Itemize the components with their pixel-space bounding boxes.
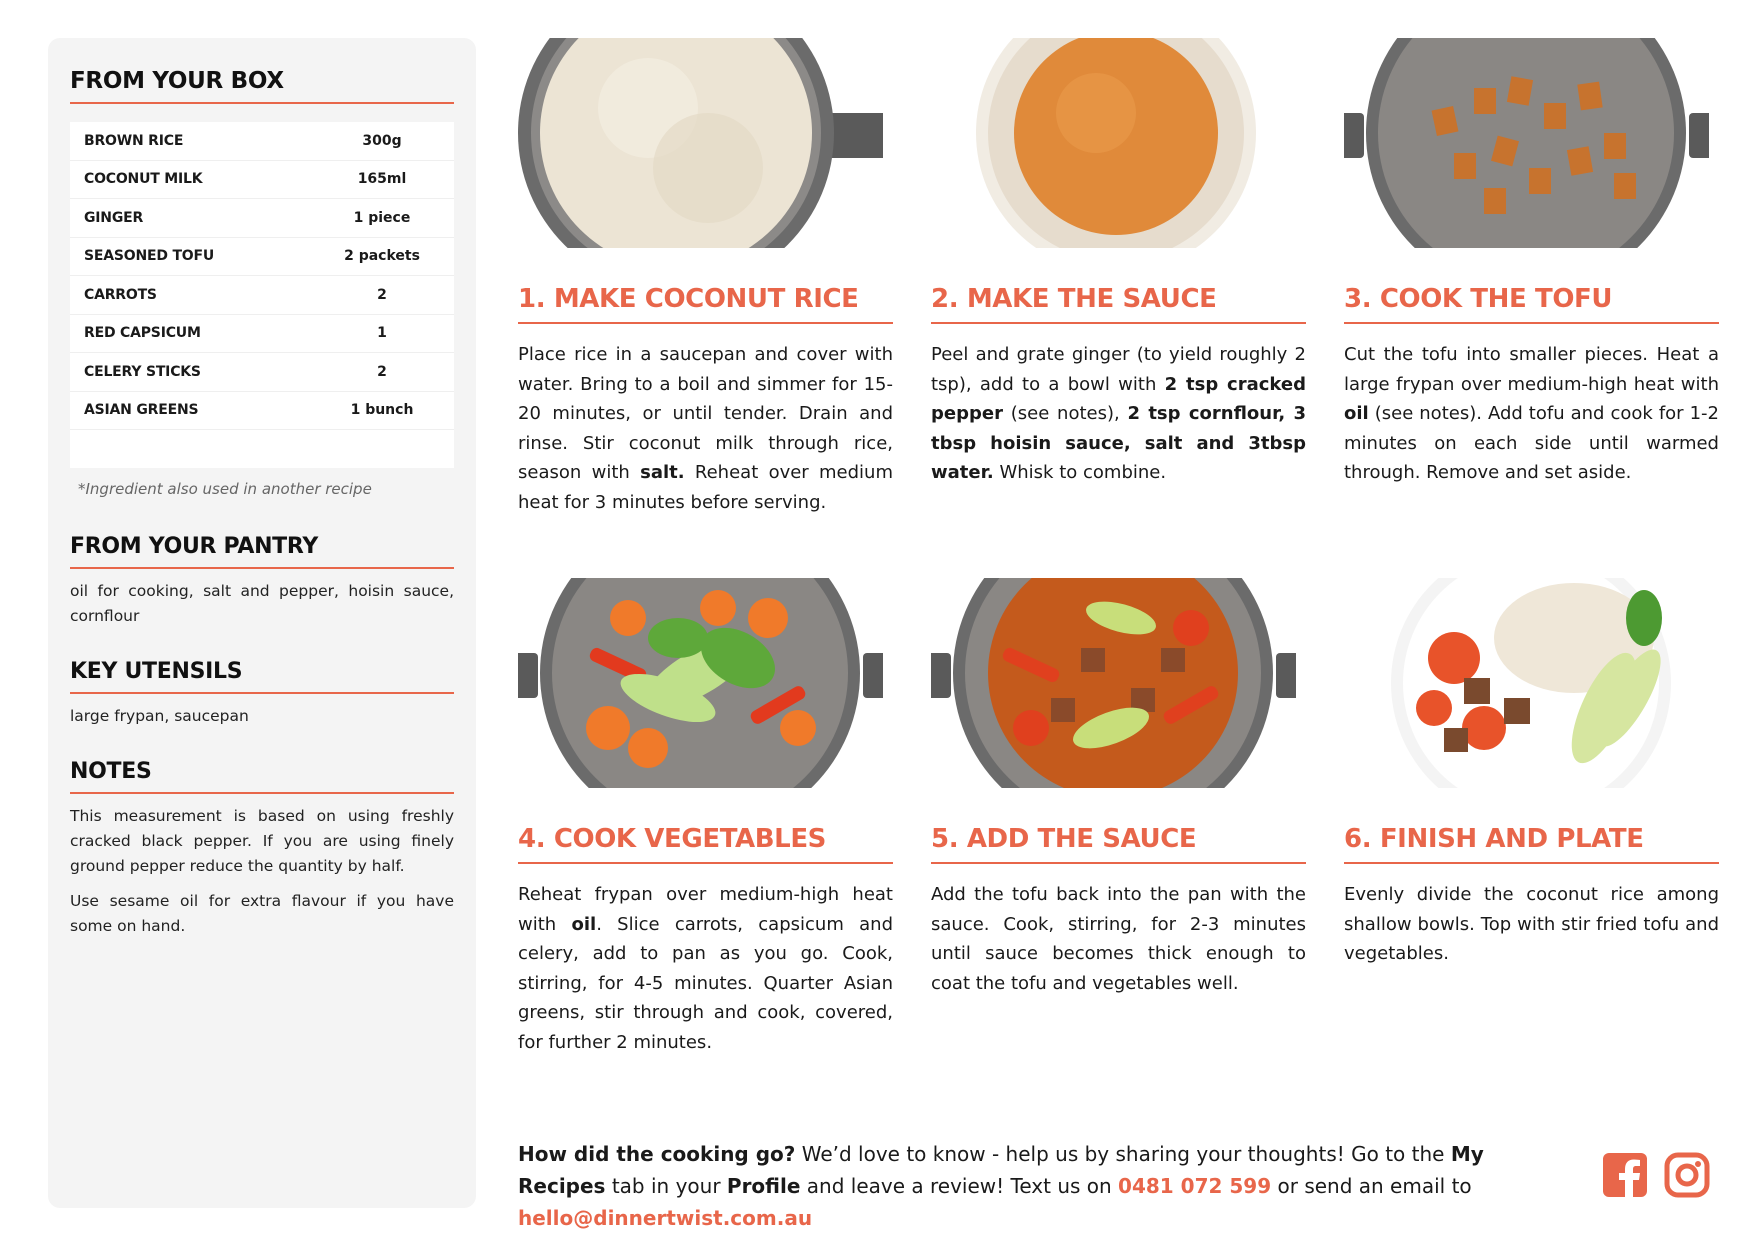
utensils-text: large frypan, saucepan bbox=[70, 707, 249, 725]
utensils-heading: KEY UTENSILS bbox=[70, 659, 454, 694]
note-paragraph: Use sesame oil for extra flavour if you have some on hand. bbox=[70, 892, 454, 935]
ingredient-qty: 2 bbox=[377, 363, 387, 380]
pantry-section bbox=[70, 534, 454, 629]
ingredient-name: BROWN RICE bbox=[84, 132, 184, 149]
ingredient-name: SEASONED TOFU bbox=[84, 248, 215, 265]
step-1-title: 1. MAKE COCONUT RICE bbox=[518, 284, 893, 324]
pantry-text: oil for cooking, salt and pepper, hoisin sauce, cornflour bbox=[70, 582, 454, 625]
social-links bbox=[1602, 1152, 1710, 1198]
instagram-icon[interactable] bbox=[1664, 1152, 1710, 1198]
ingredient-row bbox=[70, 199, 454, 238]
facebook-icon[interactable] bbox=[1602, 1152, 1648, 1198]
step-6 bbox=[1344, 578, 1719, 969]
ingredient-name: RED CAPSICUM bbox=[84, 325, 201, 342]
step-4-text: Reheat frypan over medium-high heat with oil. Slice carrots, capsicum and celery, add to pan as you go. Cook, stirring, for 4-5 minutes. Quarter Asian greens, stir through and cook, covered, for further 2 minutes. bbox=[518, 884, 893, 1053]
ingredient-row bbox=[70, 122, 454, 161]
step-3-title: 3. COOK THE TOFU bbox=[1344, 284, 1719, 324]
tofu-pan-photo bbox=[1344, 38, 1709, 248]
note-paragraph: This measurement is based on using freshly cracked black pepper. If you are using finely ground pepper reduce the quantity by half. bbox=[70, 807, 454, 875]
ingredient-row bbox=[70, 161, 454, 200]
step-4-title: 4. COOK VEGETABLES bbox=[518, 824, 893, 864]
step-2-text: Peel and grate ginger (to yield roughly 2 tsp), add to a bowl with 2 tsp cracked pepper (see notes), 2 tsp cornflour, 3 tbsp hoisin sauce, salt and 3tbsp water. Whisk to combine. bbox=[931, 344, 1306, 483]
step-5-text: Add the tofu back into the pan with the sauce. Cook, stirring, for 2-3 minutes until sauce becomes thick enough to coat the tofu and vegetables well. bbox=[931, 884, 1306, 994]
coconut-rice-photo bbox=[518, 38, 883, 248]
ingredient-qty: 165ml bbox=[357, 171, 407, 188]
ingredient-row-empty bbox=[70, 430, 454, 468]
notes-heading: NOTES bbox=[70, 759, 454, 794]
vegetables-pan-photo bbox=[518, 578, 883, 788]
pantry-heading: FROM YOUR PANTRY bbox=[70, 534, 454, 569]
ingredient-row bbox=[70, 315, 454, 354]
ingredient-qty: 2 packets bbox=[344, 248, 420, 265]
step-1-text: Place rice in a saucepan and cover with water. Bring to a boil and simmer for 15-20 minutes, or until tender. Drain and rinse. Stir coconut milk through rice, season with salt. Reheat over medium heat for 3 minutes before serving. bbox=[518, 344, 893, 513]
ingredient-name: CELERY STICKS bbox=[84, 363, 201, 380]
step-4 bbox=[518, 578, 893, 1057]
ingredient-qty: 1 bbox=[377, 325, 387, 342]
step-5-title: 5. ADD THE SAUCE bbox=[931, 824, 1306, 864]
ingredient-qty: 2 bbox=[377, 286, 387, 303]
step-5 bbox=[931, 578, 1306, 998]
step-2 bbox=[931, 38, 1306, 488]
ingredient-name: ASIAN GREENS bbox=[84, 402, 199, 419]
ingredient-footnote: *Ingredient also used in another recipe bbox=[78, 480, 372, 498]
plated-dish-photo bbox=[1344, 578, 1709, 788]
ingredients-table bbox=[70, 122, 454, 468]
ingredient-qty: 300g bbox=[362, 132, 402, 149]
ingredient-row bbox=[70, 238, 454, 277]
ingredient-row bbox=[70, 392, 454, 431]
ingredient-qty: 1 piece bbox=[353, 209, 411, 226]
step-1 bbox=[518, 38, 893, 517]
step-3-text: Cut the tofu into smaller pieces. Heat a large frypan over medium-high heat with oil (see notes). Add tofu and cook for 1-2 minutes on each side until warmed through. Remove and set aside. bbox=[1344, 344, 1719, 483]
ingredient-row bbox=[70, 353, 454, 392]
ingredient-name: COCONUT MILK bbox=[84, 171, 203, 188]
notes-text bbox=[70, 804, 454, 939]
ingredient-qty: 1 bunch bbox=[350, 402, 414, 419]
step-3 bbox=[1344, 38, 1719, 488]
utensils-section bbox=[70, 659, 454, 729]
ingredient-name: CARROTS bbox=[84, 286, 157, 303]
email-link[interactable]: hello@dinnertwist.com.au bbox=[518, 1206, 813, 1230]
phone-link[interactable]: 0481 072 599 bbox=[1118, 1174, 1272, 1198]
step-6-title: 6. FINISH AND PLATE bbox=[1344, 824, 1719, 864]
ingredients-sidebar bbox=[48, 38, 476, 1208]
from-box-heading: FROM YOUR BOX bbox=[70, 68, 454, 104]
feedback-footer: How did the cooking go? We’d love to know - help us by sharing your thoughts! Go to the My Recipes tab in your Profile and leave a review! Text us on 0481 072 599 or send an email to hello@dinnertwist.com.au bbox=[518, 1142, 1484, 1230]
sauce-stirfry-photo bbox=[931, 578, 1296, 788]
ingredient-row bbox=[70, 276, 454, 315]
step-6-text: Evenly divide the coconut rice among shallow bowls. Top with stir fried tofu and vegetables. bbox=[1344, 884, 1719, 964]
sauce-bowl-photo bbox=[931, 38, 1296, 248]
notes-section bbox=[70, 759, 454, 939]
ingredient-name: GINGER bbox=[84, 209, 144, 226]
step-2-title: 2. MAKE THE SAUCE bbox=[931, 284, 1306, 324]
